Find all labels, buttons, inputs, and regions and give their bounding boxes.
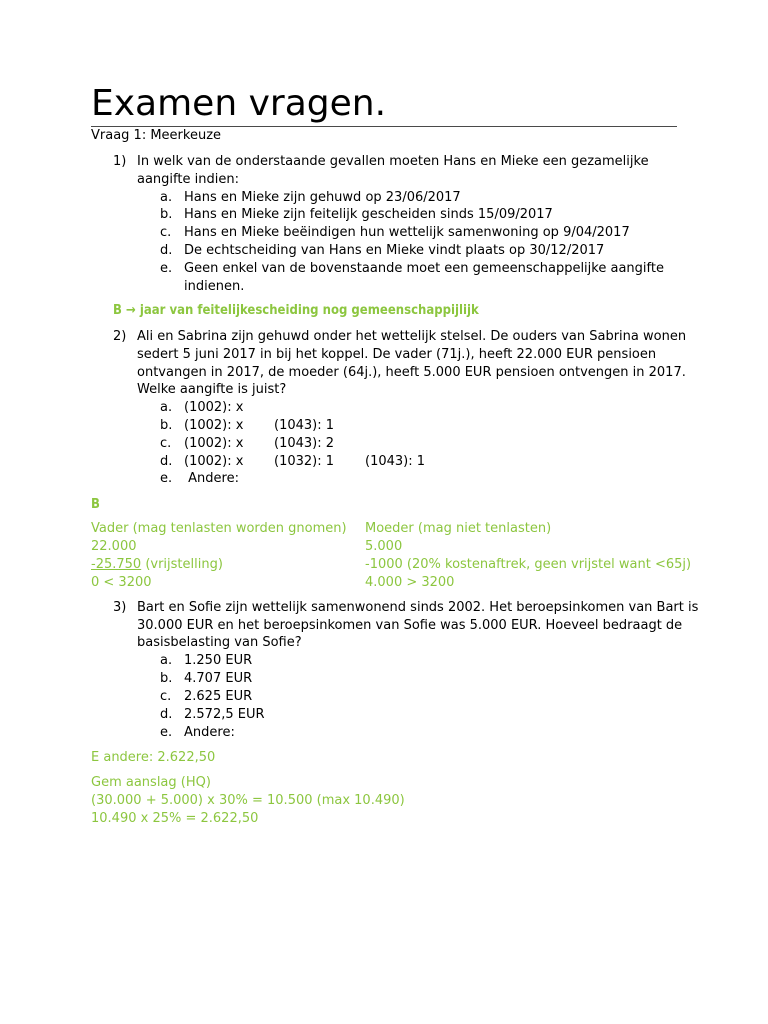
deduction-note: (vrijstelling)	[141, 557, 223, 572]
option-item	[91, 224, 677, 242]
option-text: indienen.	[184, 279, 245, 294]
section-subtitle: Vraag 1: Meerkeuze	[91, 128, 222, 143]
question-text: Bart en Sofie zijn wettelijk samenwonend sinds 2002. Het beroepsinkomen van Bart is	[137, 600, 699, 615]
option-text: De echtscheiding van Hans en Mieke vindt plaats op 30/12/2017	[184, 243, 605, 258]
option-text: Andere:	[184, 725, 235, 740]
question-text: aangifte indien:	[137, 172, 239, 187]
page-title: Examen vragen.	[91, 83, 387, 124]
option-item	[91, 206, 677, 224]
work-line: Gem aanslag (HQ)	[91, 775, 211, 790]
work-right-value: 5.000	[365, 539, 403, 554]
option-letter: c.	[160, 689, 172, 704]
question-3-line	[91, 617, 683, 635]
work-line: (30.000 + 5.000) x 30% = 10.500 (max 10.490)	[91, 793, 405, 808]
question-number: 3)	[113, 600, 127, 615]
option-text: 1.250 EUR	[184, 653, 253, 668]
option-letter: d.	[160, 243, 173, 258]
question-3-line	[91, 634, 677, 652]
question-2	[91, 328, 687, 346]
option-letter: d.	[160, 707, 173, 722]
option-text: 2.572,5 EUR	[184, 707, 265, 722]
question-text: ontvangen in 2017, de moeder (64j.), heeft 5.000 EUR pensioen ontvengen in 2017.	[137, 365, 686, 380]
question-text: Welke aangifte is juist?	[137, 382, 287, 397]
option-col: (1002): x	[184, 400, 244, 415]
question-text: basisbelasting van Sofie?	[137, 635, 302, 650]
option-col: Andere:	[184, 471, 239, 486]
question-1-line	[91, 171, 677, 189]
option-letter: b.	[160, 418, 173, 433]
question-1	[91, 153, 677, 171]
option-item	[91, 670, 677, 688]
option-text: Hans en Mieke beëindigen hun wettelijk samenwoning op 9/04/2017	[184, 225, 630, 240]
option-letter: d.	[160, 454, 173, 469]
work-right-result: 4.000 > 3200	[365, 575, 455, 590]
answer-note: B	[91, 497, 100, 512]
question-number: 1)	[113, 154, 127, 169]
work-right-deduction: -1000 (20% kostenaftrek, geen vrijstel want <65j)	[365, 557, 692, 572]
option-text: Hans en Mieke zijn gehuwd op 23/06/2017	[184, 190, 461, 205]
answer-note: E andere: 2.622,50	[91, 750, 216, 765]
work-left-result: 0 < 3200	[91, 575, 152, 590]
option-col: (1002): x	[184, 418, 244, 433]
option-item	[91, 724, 677, 742]
option-letter: e.	[160, 471, 173, 486]
option-letter: a.	[160, 653, 173, 668]
option-letter: e.	[160, 261, 173, 276]
option-item	[91, 399, 677, 417]
option-letter: a.	[160, 190, 173, 205]
option-letter: b.	[160, 207, 173, 222]
option-item	[91, 688, 677, 706]
option-text: 4.707 EUR	[184, 671, 253, 686]
option-item-continued	[91, 278, 677, 296]
option-item	[91, 453, 677, 471]
deduction-amount: -25.750	[91, 557, 142, 572]
option-item	[91, 417, 677, 435]
option-col: (1043): 2	[274, 436, 335, 451]
option-item	[91, 189, 677, 207]
option-col: (1043): 1	[365, 454, 426, 469]
work-right-header: Moeder (mag niet tenlasten)	[365, 521, 552, 536]
option-letter: e.	[160, 725, 173, 740]
question-text: sedert 5 juni 2017 in bij het koppel. De vader (71j.), heeft 22.000 EUR pensioen	[137, 347, 657, 362]
work-left-header: Vader (mag tenlasten worden gnomen)	[91, 521, 347, 536]
question-text: 30.000 EUR en het beroepsinkomen van Sofie was 5.000 EUR. Hoeveel bedraagt de	[137, 618, 683, 633]
question-3	[91, 599, 699, 617]
option-text: Hans en Mieke zijn feitelijk gescheiden sinds 15/09/2017	[184, 207, 553, 222]
option-letter: b.	[160, 671, 173, 686]
option-letter: a.	[160, 400, 173, 415]
option-col: (1002): x	[184, 436, 244, 451]
option-item	[91, 652, 677, 670]
option-letter: c.	[160, 225, 172, 240]
option-text: Geen enkel van de bovenstaande moet een gemeenschappelijke aangifte	[184, 261, 664, 276]
question-2-line	[91, 346, 677, 364]
option-text: 2.625 EUR	[184, 689, 253, 704]
question-number: 2)	[113, 329, 127, 344]
option-item	[91, 470, 677, 488]
option-col: (1002): x	[184, 454, 244, 469]
option-col: (1032): 1	[274, 454, 335, 469]
question-text: In welk van de onderstaande gevallen moeten Hans en Mieke een gezamelijke	[137, 154, 649, 169]
option-item	[91, 435, 677, 453]
work-left-deduction	[91, 556, 223, 574]
question-2-line	[91, 381, 677, 399]
work-left-value: 22.000	[91, 539, 137, 554]
option-letter: c.	[160, 436, 172, 451]
option-col: (1043): 1	[274, 418, 335, 433]
answer-note: B → jaar van feitelijkescheiding nog gemeenschappijlijk	[113, 303, 479, 318]
work-line: 10.490 x 25% = 2.622,50	[91, 811, 259, 826]
option-item	[91, 242, 677, 260]
question-2-line	[91, 364, 686, 382]
option-item	[91, 706, 677, 724]
option-item	[91, 260, 677, 278]
question-text: Ali en Sabrina zijn gehuwd onder het wettelijk stelsel. De ouders van Sabrina wonen	[137, 329, 687, 344]
